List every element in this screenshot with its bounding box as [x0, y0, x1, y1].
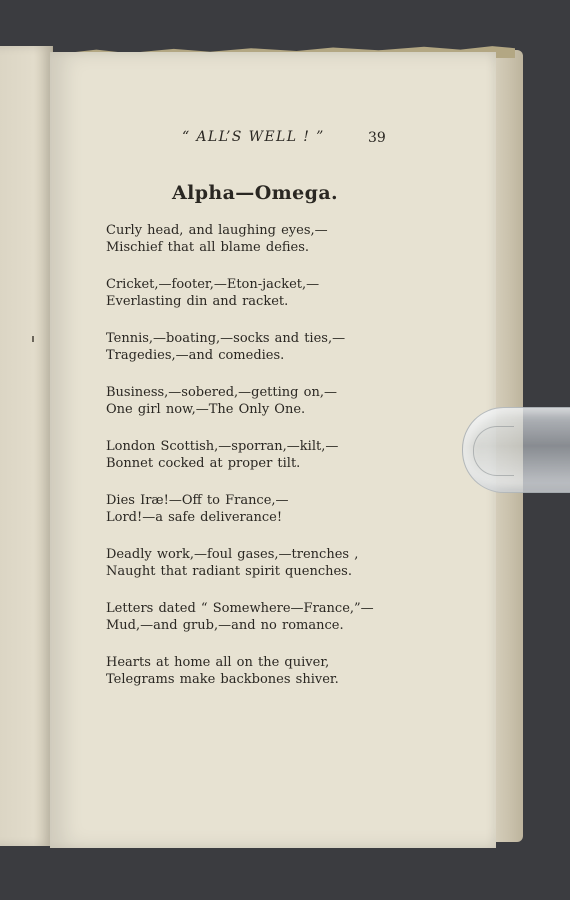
poem-line: Tragedies,—and comedies. — [106, 348, 285, 363]
stanza-3 — [106, 330, 345, 364]
stanza-5 — [106, 438, 338, 472]
stanza-6 — [106, 492, 289, 526]
poem-line: Telegrams make backbones shiver. — [106, 672, 339, 687]
poem-line: Tennis,—boating,—socks and ties,— — [106, 331, 346, 346]
poem-line: Bonnet cocked at proper tilt. — [106, 456, 301, 471]
page-number: 39 — [368, 130, 386, 146]
poem-line: Hearts at home all on the quiver, — [106, 655, 330, 670]
poem-line: Mischief that all blame defies. — [106, 240, 310, 255]
poem-line: One girl now,—The Only One. — [106, 402, 306, 417]
clip-highlight — [473, 426, 514, 476]
poem-line: Mud,—and grub,—and no romance. — [106, 618, 344, 633]
running-title: “ ALL’S WELL ! ” — [182, 129, 325, 145]
poem-line: London Scottish,—sporran,—kilt,— — [106, 439, 339, 454]
poem-line: Lord!—a safe deliverance! — [106, 510, 283, 525]
stanza-9 — [106, 654, 339, 688]
poem-title: Alpha—Omega. — [171, 182, 339, 204]
glass-weight-clip — [462, 407, 570, 493]
poem-line: Cricket,—footer,—Eton-jacket,— — [106, 277, 320, 292]
stanza-4 — [106, 384, 337, 418]
poem-line: Business,—sobered,—getting on,— — [106, 385, 337, 400]
poem-line: Everlasting din and racket. — [106, 294, 289, 309]
stanza-1 — [106, 222, 328, 256]
poem-line: Naught that radiant spirit quenches. — [106, 564, 352, 579]
facing-page-edge — [0, 46, 53, 846]
margin-mark — [32, 336, 34, 342]
poem-line: Dies Iræ!—Off to France,— — [106, 493, 289, 508]
stanza-7 — [106, 546, 358, 580]
stanza-2 — [106, 276, 319, 310]
poem-line: Letters dated “ Somewhere—France,”— — [106, 601, 374, 616]
poem-line: Deadly work,—foul gases,—trenches , — [106, 547, 359, 562]
poem-line: Curly head, and laughing eyes,— — [106, 223, 328, 238]
book-page — [50, 52, 496, 848]
stanza-8 — [106, 600, 374, 634]
